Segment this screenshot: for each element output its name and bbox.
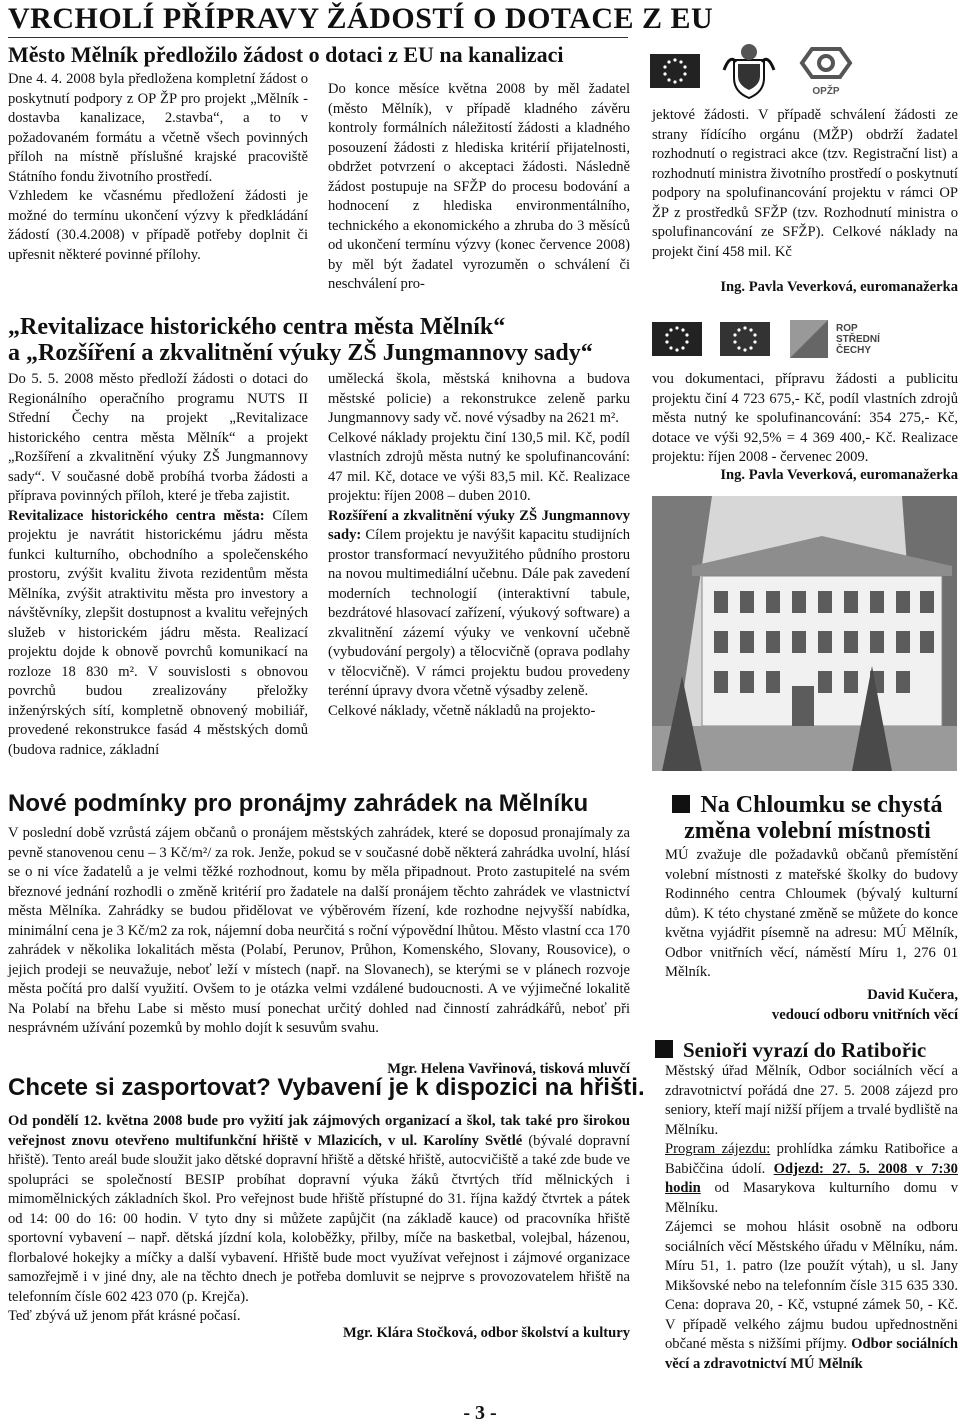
rop-region-icon [788,318,830,360]
art2-title-line2: a „Rozšíření a zkvalitnění výuky ZŠ Jungmannovy sady“ [8,340,593,366]
page-number: - 3 - [463,1402,497,1424]
art5-title: Na Chloumku se chystá změna volební místnosti [655,792,960,844]
city-coat-of-arms-icon [718,40,780,102]
opzp-logo-icon [798,45,854,81]
art1-paragraph: Vzhledem ke včasnému předložení žádosti je možné do termínu ukončení výzvy k předkládání žádostí (30.4.2008) v případě potřeby doplnit či upřesnit některé povinné přílohy. [8,188,308,263]
school-building-photo [652,496,957,771]
art3-signature: Mgr. Helena Vavřinová, tisková mluvčí [387,1061,630,1077]
art5-body: MÚ zvažuje dle požadavků občanů přemístění volební místnosti z mateřské školky do budovy Rodinného centra Chloumek (bývalý kulturní dům). K této chystané změně se můžete do konce května vyjádřit písemně na adresu: MÚ Mělník, Odbor vnitřních věcí, náměstí Míru 1, 276 01 Mělník. [665,847,958,980]
art1-signature: Ing. Pavla Veverková, euromanažerka [720,279,958,295]
page-headline: VRCHOLÍ PŘÍPRAVY ŽÁDOSTÍ O DOTACE Z EU [8,2,714,35]
art2-column-2: umělecká škola, městská knihovna a budova městské policie) a rekonstrukce zeleně parku Jungmannovy sady vč. nové výsadby na 2621 m². Celkové náklady projektu činí 130,5 mil. Kč, podíl vlastních zdrojů města nutný ke spolufinancování: 47 mil. Kč, dotace ve výši 83,5 mil. Kč. Realizace projektu: říjen 2008 – duben 2010. Rozšíření a zkvalitnění výuky ZŠ Jungmannovy sady: Cílem projektu je navýšit kapacitu studijních prostor transformací nevyužitého půdního prostoru na novou multimediální učebnu. Dále pak zavedení moderních technologií (interaktivní tabule, bezdrátové hlasovací zařízení, výukový software) a zkvalitnění zázemí výuky ve venkovní učebně (vybudování pergoly) a tělocvičně (oprava podlahy v tělocvičně). V rámci projektu budou provedeny terénní úpravy dvora včetně výsadby zeleně. Celkové náklady, včetně nákladů na projekto- [328,371,630,719]
bullet-square-icon [672,795,690,813]
art6-body: Městský úřad Mělník, Odbor sociálních věcí a zdravotnictví pořádá dne 27. 5. 2008 zájezd pro seniory, kteří mají nižší příjem a trvalé bydliště na Mělníku. Program zájezdu: prohlídka zámku Ratibořice a Babiččina údolí. Odjezd: 27. 5. 2008 v 7:30 hodin od Masarykova kulturního domu v Mělníku. Zájemci se mohou hlásit osobně na odboru sociálních věcí Městského úřadu v Mělníku, nám. Míru 51, 1. patro (lze použít výtah), u sl. Jany Mikšovské nebo na telefonním čísle 315 635 330. Cena: doprava 20, - Kč, vstupné zámek 50, - Kč. V případě velkého zájmu budou upřednostněni občané města s nižšími příjmy. Odbor sociálních věcí a zdravotnictví MÚ Mělník [665,1063,958,1372]
logo-row-rop [652,318,880,360]
art2-subheading: Revitalizace historického centra města: [8,507,265,524]
art4-body: Od pondělí 12. května 2008 bude pro vyžití jak zájmových organizací a škol, tak také pro širokou veřejnost znovu otevřeno multifunkční hřiště v Mlazicích, v ul. Karolíny Světlé (bývalé dopravní hřiště). Tento areál bude sloužit jako dětské dopravní hřiště a dětské hřiště, autocvičiště a také zde bude ve spolupráci se společností BESIP probíhat dopravní výuka žáků čtvrtých tříd mělnických i mimomělnických základních škol. Pro veřejnost bude hřiště přístupné do 31. října každý čtvrtek a pátek od 14: 00 do 16: 00 hodin. V tyto dny si můžete zapůjčit (na základě kauce) od pracovníka hřiště sportovní vybavení – např. dětská jízdní kola, koloběžky, přilby, míče na basketbal, volejbal, házenou, florbalové hokejky a míčky a další vybavení. Hřiště bude moct využívat veřejnost i zájmové organizace samozřejmě i v jiné dny, ale na těchto dnech je potřeba domluvit se nejprve s provozovatelem hřiště na telefonním čísle 602 423 070 (p. Krejča). Teď zbývá už jenom přát krásné počasí. [8,1113,631,1324]
art2-paragraph: Do 5. 5. 2008 město předloží žádosti o dotaci do Regionálního operačního programu NUTS II Střední Čechy na projekt „Revitalizace historického centra města Mělník“ a projekt „Rozšíření a zkvalitnění výuky ZŠ Jungmannovy sady“. V současné době probíhá tvorba žádosti a příprava povinných příloh, které je třeba zajistit. [8,371,308,504]
article-subtitle: Město Mělník předložilo žádost o dotaci z EU na kanalizaci [8,42,564,67]
art1-paragraph: Dne 4. 4. 2008 byla předložena kompletní žádost o poskytnutí podpory z OP ŽP pro projekt „Mělník - dostavba kanalizace, 2.stavba“, a to v požadovaném formátu a včetně všech povinných příloh na místně příslušné krajské pracoviště Státního fondu životního prostředí. [8,71,308,185]
art4-signature: Mgr. Klára Stočková, odbor školství a kultury [342,1325,630,1341]
art1-column-2: Do konce měsíce května 2008 by měl žadatel (město Mělník), v případě kladného závěru kontroly formálních náležitostí žádosti a kladného posouzení žádosti z hlediska kritérií přijatelnosti, obdržet potvrzení o akceptaci žádosti. Následně žádost postupuje na SFŽP do procesu bodování a hodnocení z hlediska environmentálního, technického a ekonomického a zhruba do 3 měsíců od ukončení termínu výzvy (konec července 2008) by měl být žadatel vyrozuměn o schválení či neschválení pro- [328,81,630,292]
art2-subheading: Rozšíření a zkvalitnění výuky ZŠ Jungmannovy sady: [328,507,630,543]
art2-column-1: Do 5. 5. 2008 město předloží žádosti o dotaci do Regionálního operačního programu NUTS II Střední Čechy na projekt „Revitalizace historického centra města Mělník“ a projekt „Rozšíření a zkvalitnění výuky ZŠ Jungmannovy sady“. V současné době probíhá tvorba žádosti a příprava povinných příloh, které je třeba zajistit. Revitalizace historického centra města: Cílem projektu je navrátit historickému jádru města funkci kulturního, obchodního a společenského prostoru, zvýšit kvalitu života rezidentům města Mělníka, zvýšit atraktivitu města pro investory a návštěvníky, zlepšit dostupnost a kvalitu veřejných služeb v historickém jádru města. Realizací projektu dojde k obnově povrchů komunikací na rozloze 18 830 m². V souvislosti s obnovou povrchů budou zrealizovány přeložky inženýrských sítí, kompletně obnovený mobiliář, provedené rekonstrukce fasád 4 městských domů (budova radnice, základní [8,371,308,758]
art2-title-line1: „Revitalizace historického centra města Mělník“ [8,314,506,340]
eu-flag-icon [720,322,770,356]
art2-column-3: vou dokumentaci, přípravu žádosti a publicitu projektu činí 4 723 675,- Kč, podíl vlastních zdrojů města nutný ke spolufinancování: 354 275,- Kč, dotace ve výši 92,5% = 4 369 400,- Kč. Realizace projektu: říjen 2008 - červenec 2009. [652,371,958,465]
eu-flag-icon [652,322,702,356]
bullet-square-icon [655,1040,673,1058]
art6-title: Senioři vyrazí do Ratibořic [655,1038,960,1063]
art3-body: V poslední době vzrůstá zájem občanů o pronájem městských zahrádek, které se doposud pronajímaly za pevně stanovenou cenu – 3 Kč/m²/ za rok. Jenže, pokud se v současné době některá zahrádka uvolní, hlásí se o ni více žadatelů a je velmi těžké rozhodnout, komu by měla připadnout. Proto zastupitelé na svém březnové jednání rozhodli o změně kritérií pro žadatele na další pronájem těchto zahrádek ve vlastnictví města Mělníka. Zahrádky se budou přidělovat ve výběrovém řízení, kde rozhodne nejvyšší nabídka, minimální cena je 3 Kč/m2 za rok, nájemní doba neurčitá s roční výpovědní lhůtou. Město vlastní cca 170 zahrádek v několika lokalitách města (Polabí, Perunov, Průhon, Komenského, Slovany, Rousovice), o jejich prodeji se neuvažuje, neboť leží v místech (např. na Slovanech), se kterými se v plánech rozvoje města počítá pro další využití. Ovšem to je otázka velmi vzdálené budoucnosti. A ve výjimečné lokalitě Na Polabí na břehu Labe si město musí ponechat určitý dohled nad činností zahrádkářů, neboť při nesprávném užívání pozemků by mohlo dojít k sesuvům svahu. [8,825,630,1036]
art1-column-3: jektové žádosti. V případě schválení žádosti ze strany řídícího orgánu (MŽP) obdrží žadatel rozhodnutí o registraci akce (tzv. Registrační list) a rozhodnutí ministra životního prostředí o poskytnutí podpory na spolufinancování projektu v rámci OP ŽP z prostředků SFŽP (tzv. Rozhodnutí ministra o spolufinancování ze SFŽP). Celkové náklady na projekt činí 458 mil. Kč [652,107,958,260]
art4-title: Chcete si zasportovat? Vybavení je k dispozici na hřišti. [8,1074,645,1101]
art5-signature: David Kučera, vedoucí odboru vnitřních věcí [771,987,958,1023]
art3-title: Nové podmínky pro pronájmy zahrádek na Mělníku [8,790,589,817]
opzp-logo: OPŽP [798,45,854,97]
eu-flag-icon [650,54,700,88]
art1-column-1 [8,70,308,265]
rop-logo: ROP STŘEDNÍ ČECHY [788,318,880,360]
art2-signature: Ing. Pavla Veverková, euromanažerka [720,467,958,483]
logo-row-top [650,40,854,102]
